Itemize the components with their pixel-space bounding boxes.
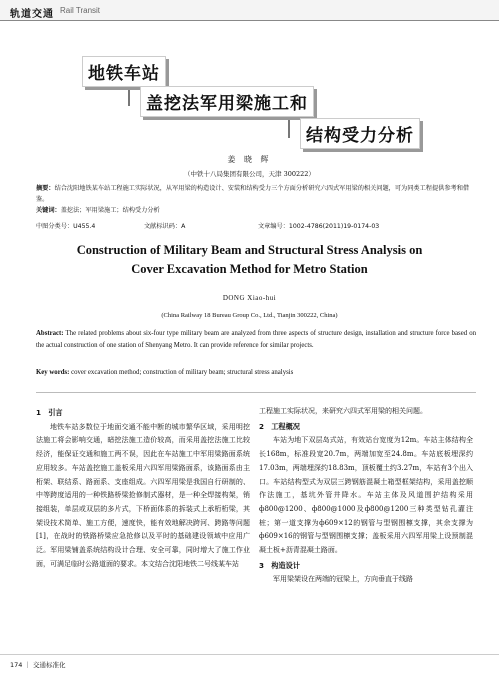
clc-number: 中图分类号：U455.4 [36,223,96,230]
section-heading-project-overview: 2 工程概况 [259,421,300,431]
abstract-cn [36,183,476,205]
abstract-en-label: Abstract: [36,330,64,337]
affiliation-cn: （中铁十八局集团有限公司，天津 300222） [184,170,315,178]
abstract-en [36,328,476,351]
author-en: DONG Xiao-hui [222,294,277,302]
article-title-en-line2: Cover Excavation Method for Metro Station [131,262,368,276]
section-heading-structural-design: 3 构造设计 [259,560,300,570]
article-number: 文章编号：1002-4786(2011)19-0174-03 [258,223,380,230]
body-paragraph: 工程施工实际状况，来研究六四式军用梁的相关问题。 [259,407,427,415]
abstract-cn-text: 结合沈阳地铁某车站工程施工实际状况，从军用梁的构造设计、安装和结构受力三个方面分析研究六四式军用梁的相关问题，可为同类工程提供参考和借鉴。 [36,185,470,203]
journal-name-en: Rail Transit [60,6,101,15]
journal-name-cn: 轨道交通 [10,9,54,20]
body-column-right [259,405,473,587]
body-paragraph: 军用梁架设在两端的冠梁上，方向垂直于线路 [273,575,413,584]
article-title-cn-line1: 地铁车站 [82,56,166,87]
keywords-en [36,369,476,376]
document-code: 文献标识码：A [144,223,186,230]
body-column-left [36,405,250,571]
journal-header-bar [0,0,499,21]
body-paragraph: 地铁车站多数位于地面交通不能中断的城市繁华区域，采用明挖法施工将会影响交通，暗挖法施工造价较高，而采用盖挖法施工比较经济，能保证交通和施工两不误，因此在车站施工中军用梁路面系统应用较多。车站盖挖施工盖板采用六四军用梁路面系，该路面系由主桁架、联结系、路面系、支座组成。六四军用梁是我国自行研制的、中等跨度适用的一种铁路桥梁抢修制式器材，是一种全焊接构架，销接组装，单层或双层的多片式，下桥面体系的拆装式上承桁桁梁，其架设技术简单、施工方便，速度快，能有效地解决跨河、跨路等问题[1]，在战时的铁路桥梁应急抢修以及平时的基础建设领域中应用广泛。军用梁铺盖系统结构设计合理、安全可靠，同时增大了施工作业面，可满足临时公路道面的要求。本文结合沈阳地铁二号线某车站 [36,422,250,568]
footer-divider [0,654,499,655]
abstract-cn-label: 摘要： [36,185,55,192]
abstract-cn-block [36,183,476,216]
article-title-cn-line3: 结构受力分析 [300,118,420,149]
affiliation-en: (China Railway 18 Bureau Group Co., Ltd., Tianjin 300222, China) [161,312,338,319]
title-decoration-line [288,116,290,138]
article-title-cn-line2: 盖挖法军用梁施工和 [140,86,314,117]
keywords-cn-text: 盖挖法；军用梁施工；结构受力分析 [60,207,160,214]
section-divider [36,392,476,393]
page-footer: 174 ｜ 交通标准化 [10,661,66,669]
author-cn: 姜 晓 辉 [227,155,272,164]
keywords-cn-label: 关键词： [36,207,61,214]
section-heading-introduction: 1 引言 [36,408,63,417]
keywords-cn [36,205,476,216]
article-title-en-line1: Construction of Military Beam and Structural Stress Analysis on [76,243,423,257]
body-paragraph: 车站为地下双层岛式站，有效站台宽度为12m。车站主体结构全长168m，标准段宽20.7m，两端加宽至24.8m。车站底板埋深约17.03m，两端埋深约18.83m，顶板覆土约3.27m，车站有3个出入口。车站结构型式为双层三跨钢筋混凝土箱型框架结构，采用盖挖顺作法施工，基坑外管井降水。车站主体及风道围护结构采用ф800@1200、ф800@1000及ф800@1200三种类型钻孔灌注桩；第一道支撑为ф609×12的钢管与型钢围檩支撑，其余支撑为ф609×16的钢管与型钢围檩支撑；盖板采用六四军用梁上设预制混凝土板+沥青混凝土路面。 [259,436,473,555]
abstract-en-text: The related problems about six-four type military beam are analyzed from three aspects of structure design, installation and structure force based on the actual construction of one station of Shenyang Metro. It can provide reference for similar projects. [36,330,476,349]
title-decoration-line [128,84,130,106]
keywords-en-text: cover excavation method; construction of military beam; structural stress analysis [69,369,294,376]
keywords-en-label: Key words: [36,369,70,376]
